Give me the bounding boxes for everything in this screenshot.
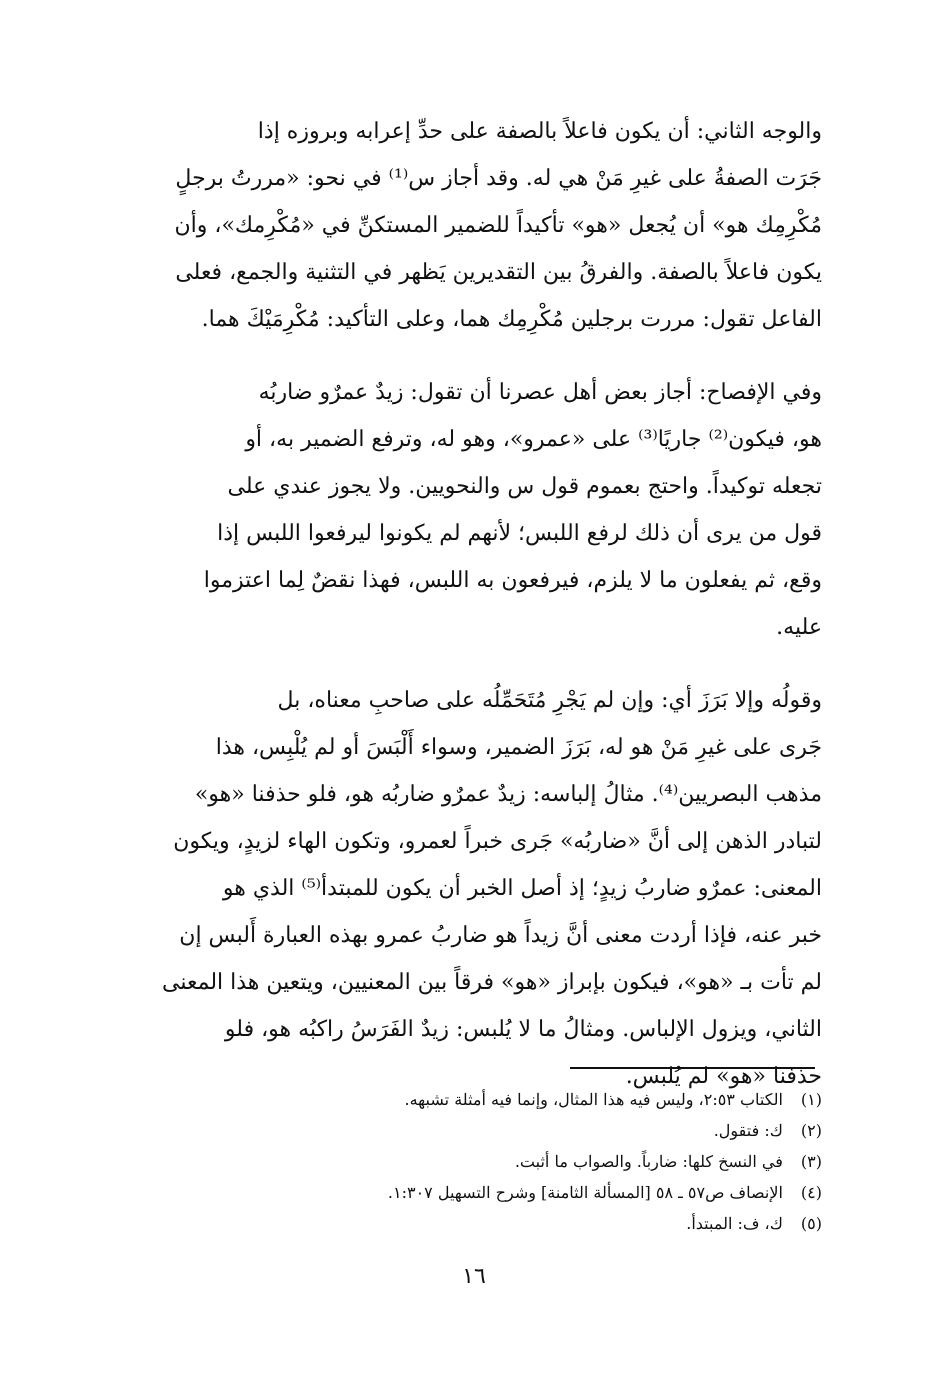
footnote-text: الإنصاف ص٥٧ ـ ٥٨ [المسألة الثامنة] وشرح التسهيل ١:٣٠٧. bbox=[387, 1183, 783, 1202]
footnote-number: (٥) bbox=[800, 1214, 822, 1233]
footnote-number: (٢) bbox=[800, 1121, 822, 1140]
footnote-text: الكتاب ٢:٥٣، وليس فيه هذا المثال، وإنما فيه أمثلة تشبهه. bbox=[404, 1090, 783, 1109]
footnote-5 bbox=[108, 1208, 822, 1239]
footnote-4 bbox=[108, 1177, 822, 1208]
paragraph-3: وقولُه وإلا بَرَزَ أي: وإن لم يَجْرِ مُتَحَمِّلُه على صاحبِ معناه، بل جَرى على غيرِ مَنْ هو له، بَرَزَ الضمير، وسواء أَلْبَسَ أو لم يُلْبِس، هذا مذهب البصريين⁽⁴⁾. مثالُ إلباسه: زيدٌ عمرٌو ضاربُه هو، فلو حذفنا «هو» لتبادر الذهن إلى أنَّ «ضاربُه» جَرى خبراً لعمرو، وتكون الهاء لزيدٍ، ويكون المعنى: عمرٌو ضاربُ زيدٍ؛ إذ أصل الخبر أن يكون للمبتدأ⁽⁵⁾ الذي هو خبر عنه، فإذا أردت معنى أنَّ زيداً هو ضاربُ عمرو بهذه العبارة أَلبس إن لم تأت بـ «هو»، فيكون بإبراز «هو» فرقاً بين المعنيين، ويتعين هذا المعنى الثاني، ويزول الإلباس. ومثالُ ما لا يُلبس: زيدٌ الفَرَسُ راكبُه هو، فلو حذفنا «هو» لم يُلبس. bbox=[162, 688, 822, 1089]
footnote-text: ك: فتقول. bbox=[713, 1121, 783, 1140]
footnote-3 bbox=[108, 1146, 822, 1177]
main-text bbox=[108, 108, 822, 1100]
footnote-2 bbox=[108, 1115, 822, 1146]
footnote-text: في النسخ كلها: ضارباً. والصواب ما أثبت. bbox=[514, 1152, 783, 1171]
paragraph-1: والوجه الثاني: أن يكون فاعلاً بالصفة على حدِّ إعرابه وبروزه إذا جَرَت الصفةُ على غيرِ مَنْ هي له. وقد أجاز س⁽¹⁾ في نحو: «مررتُ برجلٍ مُكْرِمِك هو» أن يُجعل «هو» تأكيداً للضمير المستكنِّ في «مُكْرِمك»، وأن يكون فاعلاً بالصفة. والفرقُ بين التقديرين يَظهر في التثنية والجمع، فعلى الفاعل تقول: مررت برجلين مُكْرِمِك هما، وعلى التأكيد: مُكْرِمَيْكَ هما. bbox=[174, 119, 822, 332]
footnotes bbox=[108, 1084, 822, 1239]
footnote-number: (٣) bbox=[800, 1152, 822, 1171]
footnote-number: (٤) bbox=[800, 1183, 822, 1202]
footnote-1 bbox=[108, 1084, 822, 1115]
page-number: ١٦ bbox=[462, 1264, 486, 1289]
footnote-number: (١) bbox=[800, 1090, 822, 1109]
paragraph-2: وفي الإفصاح: أجاز بعض أهل عصرنا أن تقول: زيدٌ عمرٌو ضاربُه هو، فيكون⁽²⁾ جاريًا⁽³⁾ على «عمرو»، وهو له، وترفع الضمير به، أو تجعله توكيداً. واحتج بعموم قول س والنحويين. ولا يجوز عندي على قول من يرى أن ذلك لرفع اللبس؛ لأنهم لم يكونوا ليرفعوا اللبس إذا وقع، ثم يفعلون ما لا يلزم، فيرفعون به اللبس، فهذا نقضٌ لِما اعتزموا عليه. bbox=[203, 380, 822, 640]
footnote-text: ك، ف: المبتدأ. bbox=[686, 1214, 783, 1233]
footnote-separator bbox=[570, 1067, 815, 1069]
